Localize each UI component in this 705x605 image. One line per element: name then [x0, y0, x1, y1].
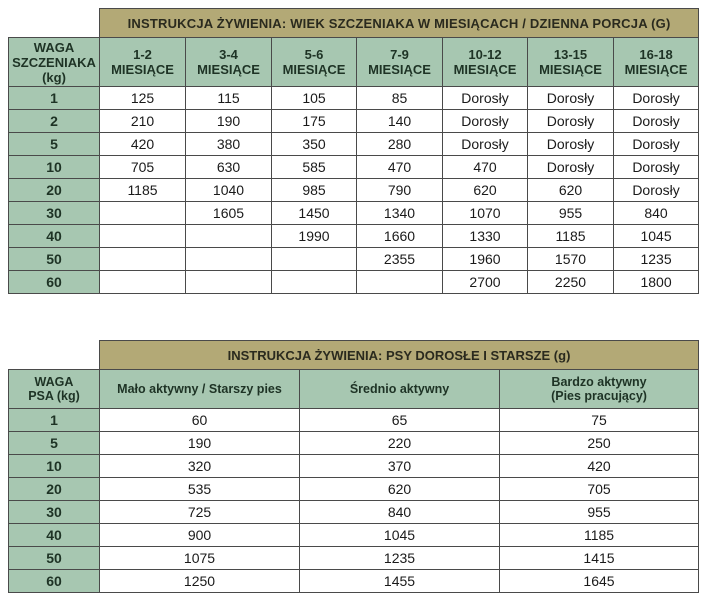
- table-row: [9, 225, 699, 248]
- col-header-line: MIESIĄCE: [539, 62, 602, 77]
- row-weight-label: 40: [9, 524, 100, 547]
- table-cell: 620: [300, 478, 500, 501]
- table-cell: 1045: [614, 225, 699, 248]
- adult-weight-header: [9, 370, 100, 409]
- col-header-line: 13-15: [553, 47, 588, 62]
- table-cell: 85: [357, 87, 443, 110]
- corner-blank: [9, 341, 100, 370]
- col-header-line: 1-2: [133, 47, 152, 62]
- corner-blank: [9, 9, 100, 38]
- table-cell: 420: [100, 133, 186, 156]
- col-header-age: [100, 38, 186, 87]
- table-cell: 115: [186, 87, 272, 110]
- table-cell: 1235: [300, 547, 500, 570]
- table-row: [9, 570, 699, 593]
- table-cell: [186, 225, 272, 248]
- col-header-line: MIESIĄCE: [453, 62, 517, 77]
- table-cell: 175: [272, 110, 357, 133]
- table-cell: [100, 225, 186, 248]
- table-cell: [186, 248, 272, 271]
- table-cell: 420: [500, 455, 699, 478]
- col-header-activity: [500, 370, 699, 409]
- col-header-line: Bardzo aktywny: [551, 375, 647, 389]
- col-header-line: MIESIĄCE: [282, 62, 346, 77]
- table-cell: 220: [300, 432, 500, 455]
- table-cell: 1415: [500, 547, 699, 570]
- table-row: [9, 478, 699, 501]
- col-header-activity: [100, 370, 300, 409]
- col-header-line: 7-9: [390, 47, 409, 62]
- col-header-line: 3-4: [219, 47, 238, 62]
- weight-header-line: SZCZENIAKA: [12, 54, 96, 70]
- table-cell: 1800: [614, 271, 699, 294]
- table-cell: 900: [100, 524, 300, 547]
- table-cell: 470: [443, 156, 528, 179]
- col-header-line: MIESIĄCE: [111, 62, 174, 77]
- table-cell: 105: [272, 87, 357, 110]
- table-cell: 1070: [443, 202, 528, 225]
- table-cell: 190: [186, 110, 272, 133]
- row-weight-label: 10: [9, 455, 100, 478]
- table-row: [9, 248, 699, 271]
- row-weight-label: 60: [9, 570, 100, 593]
- puppy-table-title: INSTRUKCJA ŻYWIENIA: WIEK SZCZENIAKA W MIESIĄCACH / DZIENNA PORCJA (G): [100, 9, 699, 38]
- table-cell: 1250: [100, 570, 300, 593]
- table-cell: Dorosły: [443, 110, 528, 133]
- table-cell: 380: [186, 133, 272, 156]
- table-cell: Dorosły: [528, 110, 614, 133]
- table-cell: 955: [500, 501, 699, 524]
- table-cell: 1990: [272, 225, 357, 248]
- table-cell: 705: [500, 478, 699, 501]
- col-header-age: [357, 38, 443, 87]
- table-cell: [100, 202, 186, 225]
- table-cell: 585: [272, 156, 357, 179]
- col-header-line: Mało aktywny / Starszy pies: [117, 382, 282, 396]
- table-cell: 1045: [300, 524, 500, 547]
- table-cell: Dorosły: [614, 133, 699, 156]
- table-cell: 1570: [528, 248, 614, 271]
- table-cell: 75: [500, 409, 699, 432]
- table-cell: 955: [528, 202, 614, 225]
- table-cell: 320: [100, 455, 300, 478]
- row-weight-label: 5: [9, 133, 100, 156]
- table-cell: 2700: [443, 271, 528, 294]
- table-cell: 250: [500, 432, 699, 455]
- table-cell: 840: [614, 202, 699, 225]
- table-cell: 1605: [186, 202, 272, 225]
- table-cell: 2355: [357, 248, 443, 271]
- row-weight-label: 40: [9, 225, 100, 248]
- table-row: [9, 432, 699, 455]
- table-cell: 1075: [100, 547, 300, 570]
- row-weight-label: 2: [9, 110, 100, 133]
- table-cell: 1235: [614, 248, 699, 271]
- table-cell: 370: [300, 455, 500, 478]
- table-cell: [100, 271, 186, 294]
- weight-header-line: (kg): [42, 69, 66, 85]
- table-cell: 1960: [443, 248, 528, 271]
- col-header-activity: [300, 370, 500, 409]
- puppy-weight-header: [9, 38, 100, 87]
- table-cell: 1660: [357, 225, 443, 248]
- table-row: [9, 409, 699, 432]
- table-cell: 1450: [272, 202, 357, 225]
- table-cell: 1340: [357, 202, 443, 225]
- table-cell: 535: [100, 478, 300, 501]
- table-cell: 985: [272, 179, 357, 202]
- col-header-age: [186, 38, 272, 87]
- row-weight-label: 30: [9, 202, 100, 225]
- table-cell: 705: [100, 156, 186, 179]
- adult-feeding-table: [8, 340, 699, 593]
- row-weight-label: 50: [9, 248, 100, 271]
- table-cell: Dorosły: [443, 133, 528, 156]
- table-cell: 1185: [100, 179, 186, 202]
- col-header-line: 10-12: [468, 47, 502, 62]
- puppy-feeding-table: [8, 8, 699, 294]
- table-cell: 725: [100, 501, 300, 524]
- table-row: [9, 179, 699, 202]
- col-header-line: Średnio aktywny: [349, 382, 450, 396]
- weight-header-line: WAGA: [33, 39, 75, 55]
- col-header-line: MIESIĄCE: [197, 62, 260, 77]
- table-row: [9, 87, 699, 110]
- table-cell: 140: [357, 110, 443, 133]
- col-header-age: [272, 38, 357, 87]
- table-cell: [186, 271, 272, 294]
- table-cell: 790: [357, 179, 443, 202]
- table-cell: Dorosły: [614, 179, 699, 202]
- col-header-line: (Pies pracujący): [551, 389, 647, 403]
- table-cell: [357, 271, 443, 294]
- table-cell: Dorosły: [614, 87, 699, 110]
- row-weight-label: 10: [9, 156, 100, 179]
- table-cell: Dorosły: [528, 133, 614, 156]
- table-cell: 840: [300, 501, 500, 524]
- col-header-age: [614, 38, 699, 87]
- row-weight-label: 20: [9, 478, 100, 501]
- table-cell: 630: [186, 156, 272, 179]
- table-row: [9, 455, 699, 478]
- table-cell: 210: [100, 110, 186, 133]
- table-cell: [272, 248, 357, 271]
- row-weight-label: 30: [9, 501, 100, 524]
- table-cell: 2250: [528, 271, 614, 294]
- row-weight-label: 60: [9, 271, 100, 294]
- table-cell: 1185: [528, 225, 614, 248]
- table-cell: Dorosły: [528, 156, 614, 179]
- col-header-line: 5-6: [304, 47, 324, 62]
- table-cell: 1455: [300, 570, 500, 593]
- table-row: [9, 271, 699, 294]
- table-cell: [100, 248, 186, 271]
- table-cell: 60: [100, 409, 300, 432]
- table-cell: Dorosły: [443, 87, 528, 110]
- table-cell: 350: [272, 133, 357, 156]
- table-cell: 1330: [443, 225, 528, 248]
- table-cell: 190: [100, 432, 300, 455]
- col-header-line: MIESIĄCE: [368, 62, 431, 77]
- table-row: [9, 524, 699, 547]
- row-weight-label: 20: [9, 179, 100, 202]
- table-row: [9, 202, 699, 225]
- table-row: [9, 547, 699, 570]
- col-header-age: [443, 38, 528, 87]
- table-cell: [272, 271, 357, 294]
- table-cell: Dorosły: [614, 156, 699, 179]
- table-cell: 620: [443, 179, 528, 202]
- col-header-age: [528, 38, 614, 87]
- col-header-line: MIESIĄCE: [624, 62, 688, 77]
- table-cell: 1645: [500, 570, 699, 593]
- col-header-line: 16-18: [639, 47, 673, 62]
- adult-table-title: INSTRUKCJA ŻYWIENIA: PSY DOROSŁE I STARSZE (g): [100, 341, 699, 370]
- table-cell: 65: [300, 409, 500, 432]
- table-row: [9, 133, 699, 156]
- table-cell: 620: [528, 179, 614, 202]
- table-cell: 280: [357, 133, 443, 156]
- row-weight-label: 50: [9, 547, 100, 570]
- table-cell: 1040: [186, 179, 272, 202]
- weight-header-line: WAGA: [34, 375, 74, 389]
- table-row: [9, 501, 699, 524]
- row-weight-label: 1: [9, 409, 100, 432]
- table-cell: Dorosły: [614, 110, 699, 133]
- table-row: [9, 156, 699, 179]
- table-cell: Dorosły: [528, 87, 614, 110]
- weight-header-line: PSA (kg): [28, 389, 80, 403]
- table-row: [9, 110, 699, 133]
- row-weight-label: 5: [9, 432, 100, 455]
- table-cell: 125: [100, 87, 186, 110]
- row-weight-label: 1: [9, 87, 100, 110]
- table-cell: 470: [357, 156, 443, 179]
- table-cell: 1185: [500, 524, 699, 547]
